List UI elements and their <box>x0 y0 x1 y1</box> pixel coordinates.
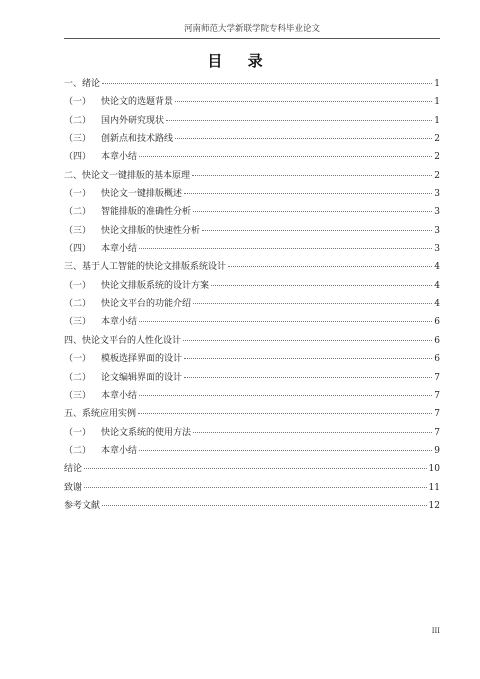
toc-dot-leader <box>175 101 432 102</box>
toc-entry-page: 9 <box>434 445 440 456</box>
toc-entry[interactable] <box>64 388 440 406</box>
toc-entry-page: 4 <box>434 280 440 291</box>
toc-entry-number: （二） <box>64 445 92 456</box>
toc-entry-title: 智能排版的准确性分析 <box>101 207 192 218</box>
toc-dot-leader <box>84 468 427 469</box>
toc-entry-title: 快论文系统的使用方法 <box>101 427 192 438</box>
toc-entry[interactable] <box>64 425 440 443</box>
toc-dot-leader <box>138 413 432 414</box>
toc-entry[interactable] <box>64 351 440 369</box>
toc-entry[interactable] <box>64 333 440 351</box>
toc-entry-title: 系统应用实例 <box>82 409 137 420</box>
toc-entry-number: （二） <box>64 207 92 218</box>
toc-entry-page: 3 <box>434 244 440 255</box>
page-footer <box>64 627 440 635</box>
toc-entry-title: 快论文的选题背景 <box>101 97 174 108</box>
toc-dot-leader <box>139 450 432 451</box>
toc-dot-leader <box>139 248 432 249</box>
toc-entry-title: 快论文排版系统的设计方案 <box>101 280 210 291</box>
toc-entry-title: 快论文排版的快速性分析 <box>101 225 201 236</box>
toc-entry-number: （二） <box>64 115 92 126</box>
toc-entry-page: 10 <box>428 464 440 475</box>
toc-entry-title: 快论文一键排版的基本原理 <box>82 170 191 181</box>
toc-entry[interactable] <box>64 149 440 167</box>
toc-entry-title: 本章小结 <box>101 244 138 255</box>
page-header <box>64 22 440 39</box>
toc-entry-number: 一、 <box>64 79 83 89</box>
toc-entry-title: 快论文一键排版概述 <box>101 189 183 200</box>
toc-entry-page: 1 <box>434 115 440 126</box>
toc-entry-number: （二） <box>64 299 92 310</box>
toc-entry-title: 本章小结 <box>101 390 138 401</box>
toc-entry[interactable] <box>64 94 440 112</box>
toc-entry-number: （三） <box>64 390 92 401</box>
toc-entry[interactable] <box>64 498 440 516</box>
toc-entry-number: （三） <box>64 317 92 328</box>
toc-dot-leader <box>192 175 432 176</box>
toc-entry-page: 7 <box>434 390 440 401</box>
toc-entry-number: 三、 <box>64 262 83 273</box>
toc-entry[interactable] <box>64 223 440 241</box>
toc-entry-page: 6 <box>434 354 440 365</box>
toc-entry[interactable] <box>64 296 440 314</box>
toc-entry[interactable] <box>64 76 440 94</box>
toc-entry[interactable] <box>64 241 440 259</box>
toc-dot-leader <box>139 156 432 157</box>
toc-entry-title: 创新点和技术路线 <box>101 134 174 145</box>
toc-dot-leader <box>193 303 432 304</box>
toc-entry-number: （四） <box>64 244 92 255</box>
toc-entry-page: 3 <box>434 207 440 218</box>
toc-entry-title: 参考文献 <box>64 500 101 511</box>
toc-entry[interactable] <box>64 443 440 461</box>
toc-entry[interactable] <box>64 204 440 222</box>
toc-entry-title: 快论文平台的人性化设计 <box>82 335 182 346</box>
table-of-contents <box>64 76 440 516</box>
toc-entry-number: （四） <box>64 152 92 163</box>
toc-dot-leader <box>139 395 432 396</box>
toc-dot-leader <box>228 266 432 267</box>
toc-dot-leader <box>211 285 432 286</box>
toc-entry-page: 2 <box>434 170 440 181</box>
toc-entry-page: 11 <box>428 482 440 493</box>
toc-entry-page: 3 <box>434 189 440 200</box>
toc-dot-leader <box>175 138 432 139</box>
toc-entry[interactable] <box>64 461 440 479</box>
toc-entry-number: （一） <box>64 97 92 108</box>
toc-entry-title: 模板选择界面的设计 <box>101 354 183 365</box>
toc-entry-number: 四、 <box>64 335 83 346</box>
toc-entry-number: 二、 <box>64 170 83 181</box>
toc-dot-leader <box>184 377 432 378</box>
toc-entry-page: 6 <box>434 317 440 328</box>
toc-dot-leader <box>102 505 427 506</box>
toc-entry[interactable] <box>64 113 440 131</box>
toc-entry-title: 结论 <box>64 464 83 475</box>
toc-entry-page: 4 <box>434 262 440 273</box>
toc-entry-page: 3 <box>434 225 440 236</box>
toc-dot-leader <box>139 321 432 322</box>
toc-entry-title: 论文编辑界面的设计 <box>101 372 183 383</box>
toc-dot-leader <box>102 83 432 84</box>
toc-entry-title: 本章小结 <box>101 152 138 163</box>
toc-entry-page: 7 <box>434 409 440 420</box>
toc-entry-number: （三） <box>64 134 92 145</box>
toc-entry[interactable] <box>64 186 440 204</box>
toc-entry-title: 快论文平台的功能介绍 <box>101 299 192 310</box>
toc-entry-page: 12 <box>428 500 440 511</box>
toc-entry-number: （二） <box>64 372 92 383</box>
toc-entry-title: 基于人工智能的快论文排版系统设计 <box>82 262 227 273</box>
toc-entry-page: 2 <box>434 152 440 163</box>
toc-dot-leader <box>193 432 432 433</box>
page-title: 目 录 <box>207 52 273 70</box>
toc-entry-number: 五、 <box>64 409 83 420</box>
toc-entry[interactable] <box>64 168 440 186</box>
toc-entry-page: 1 <box>434 97 440 108</box>
toc-dot-leader <box>184 358 432 359</box>
toc-dot-leader <box>193 211 432 212</box>
toc-dot-leader <box>202 230 432 231</box>
toc-entry[interactable] <box>64 259 440 277</box>
header-text: 河南师范大学新联学院专科毕业论文 <box>183 24 320 34</box>
toc-entry-number: （一） <box>64 189 92 200</box>
toc-entry-page: 2 <box>434 134 440 145</box>
toc-entry-title: 本章小结 <box>101 445 138 456</box>
toc-entry-number: （一） <box>64 427 92 438</box>
toc-dot-leader <box>184 193 432 194</box>
toc-entry-page: 4 <box>434 299 440 310</box>
toc-entry-title: 本章小结 <box>101 317 138 328</box>
toc-entry-title: 国内外研究现状 <box>101 115 165 126</box>
page-number: III <box>431 627 440 635</box>
toc-entry-number: （一） <box>64 354 92 365</box>
toc-entry[interactable] <box>64 370 440 388</box>
toc-entry[interactable] <box>64 278 440 296</box>
toc-entry-page: 6 <box>434 335 440 346</box>
toc-dot-leader <box>84 487 427 488</box>
toc-entry[interactable] <box>64 131 440 149</box>
toc-entry-number: （一） <box>64 280 92 291</box>
toc-entry-page: 7 <box>434 427 440 438</box>
toc-dot-leader <box>183 340 432 341</box>
toc-entry-title: 致谢 <box>64 482 83 493</box>
toc-entry[interactable] <box>64 406 440 424</box>
toc-entry-page: 1 <box>434 79 440 89</box>
toc-dot-leader <box>166 120 432 121</box>
toc-entry-number: （三） <box>64 225 92 236</box>
toc-entry[interactable] <box>64 314 440 332</box>
toc-entry-page: 7 <box>434 372 440 383</box>
toc-entry-title: 绪论 <box>82 79 101 89</box>
toc-entry[interactable] <box>64 480 440 498</box>
